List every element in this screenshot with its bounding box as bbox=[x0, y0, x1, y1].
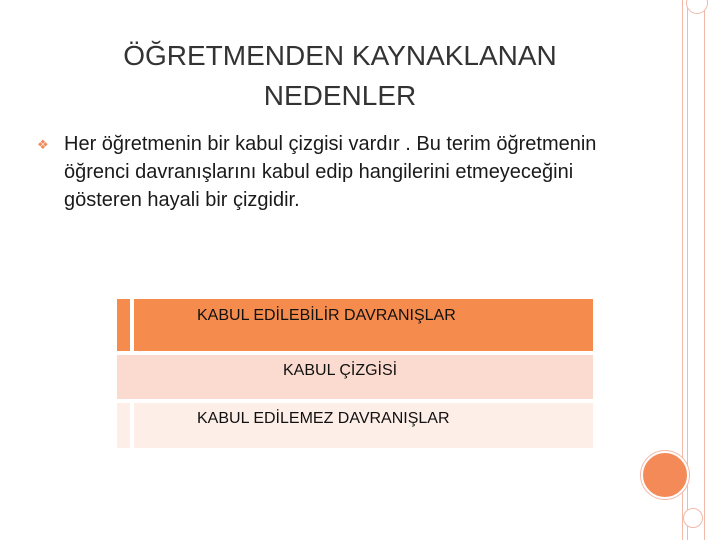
slide-title-line-1: ÖĞRETMENDEN KAYNAKLANAN bbox=[123, 40, 557, 71]
decorative-circle-accent bbox=[641, 451, 689, 499]
decorative-line bbox=[704, 0, 705, 540]
decorative-circle bbox=[683, 508, 703, 528]
table-row bbox=[132, 401, 595, 450]
row-label-unacceptable: KABUL EDİLEMEZ DAVRANIŞLAR bbox=[197, 410, 450, 427]
row-label-acceptable: KABUL EDİLEBİLİR DAVRANIŞLAR bbox=[197, 307, 456, 324]
slide-title-line-2: NEDENLER bbox=[263, 80, 417, 111]
table-cell bbox=[115, 401, 132, 450]
table-row bbox=[132, 297, 595, 353]
table-row bbox=[115, 353, 595, 401]
acceptance-table bbox=[115, 297, 595, 450]
slide-title bbox=[60, 36, 620, 116]
decorative-line bbox=[687, 0, 688, 540]
row-label-acceptance-line: KABUL ÇİZGİSİ bbox=[283, 362, 398, 379]
diamond-bullet-icon: ❖ bbox=[37, 137, 49, 152]
table-cell bbox=[115, 297, 132, 353]
body-text: Her öğretmenin bir kabul çizgisi vardır . Bu terim öğretmenin öğrenci davranışlarını kabul edip hangilerini etmeyeceğini gösteren hayali bir çizgidir. bbox=[64, 133, 597, 211]
